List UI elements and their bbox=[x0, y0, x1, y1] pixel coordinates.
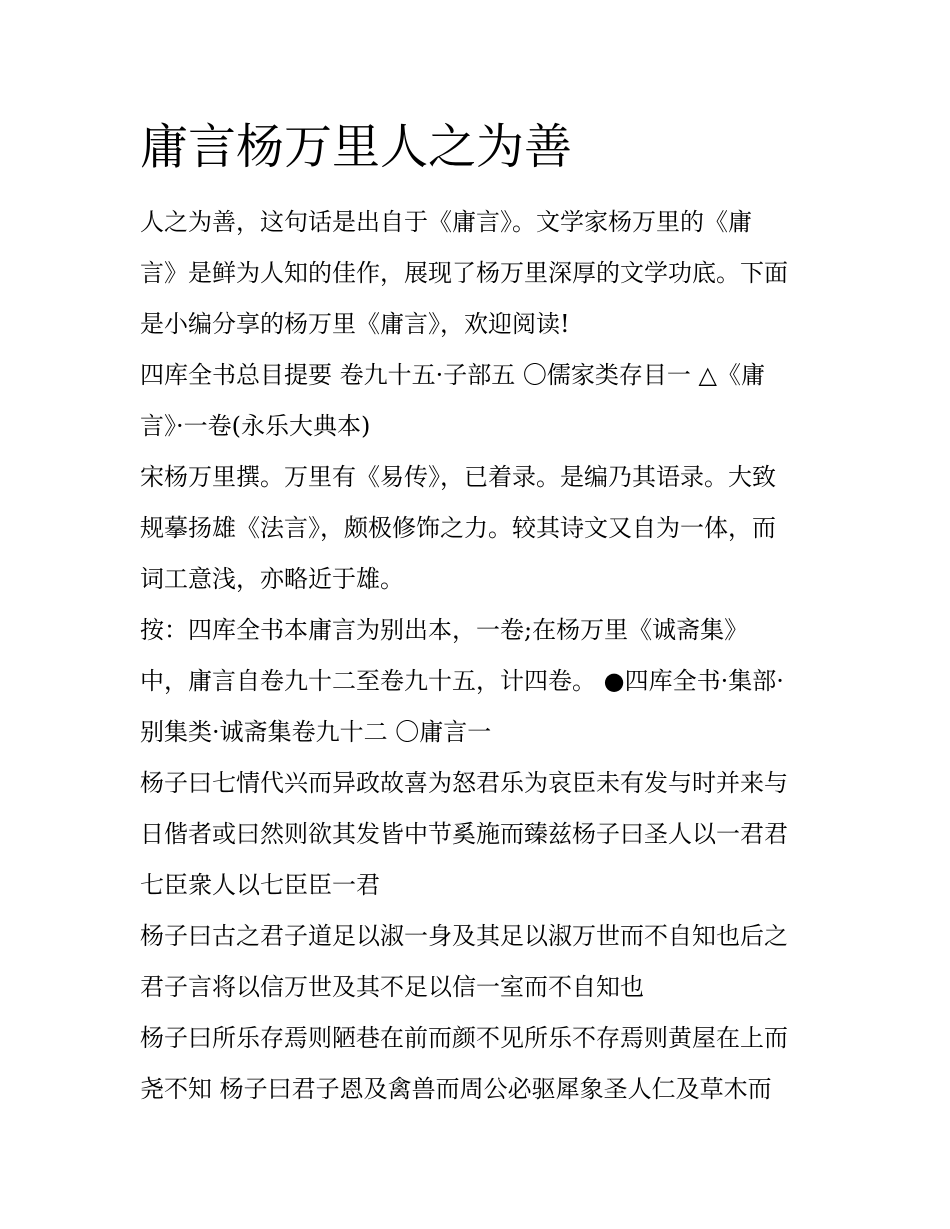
body-line: 宋杨万里撰。万里有《易传》，已着录。是编乃其语录。大致 bbox=[140, 463, 776, 491]
body-line: 词工意浅，亦略近于雄。 bbox=[140, 565, 404, 593]
body-line: 杨子曰古之君子道足以淑一身及其足以淑万世而不自知也后之 bbox=[140, 922, 788, 950]
body-line: 七臣衆人以七臣臣一君 bbox=[140, 871, 380, 899]
body-line: 言》·一卷(永乐大典本) bbox=[140, 412, 371, 440]
body-line: 杨子曰所乐存焉则陋巷在前而颜不见所乐不存焉则黄屋在上而 bbox=[140, 1024, 788, 1052]
body-line: 规摹扬雄《法言》，颇极修饰之力。较其诗文又自为一体，而 bbox=[140, 514, 776, 542]
body-line: 别集类·诚斋集卷九十二 〇庸言一 bbox=[140, 718, 492, 746]
body-line: 尧不知 杨子曰君子恩及禽兽而周公必驱犀象圣人仁及草木而 bbox=[140, 1075, 772, 1103]
document-body bbox=[140, 197, 840, 1115]
body-line: 人之为善，这句话是出自于《庸言》。文学家杨万里的《庸 bbox=[140, 208, 752, 236]
body-line: 言》是鲜为人知的佳作，展现了杨万里深厚的文学功底。下面 bbox=[140, 259, 788, 287]
body-line: 君子言将以信万世及其不足以信一室而不自知也 bbox=[140, 973, 644, 1001]
document-title: 庸言杨万里人之为善 bbox=[140, 119, 573, 175]
body-line: 按：四库全书本庸言为别出本，一卷;在杨万里《诚斋集》 bbox=[140, 616, 749, 644]
body-line: 日偕者或曰然则欲其发皆中节奚施而臻兹杨子曰圣人以一君君 bbox=[140, 820, 788, 848]
body-line: 中，庸言自卷九十二至卷九十五，计四卷。 ●四库全书·集部· bbox=[140, 667, 784, 695]
body-line: 是小编分享的杨万里《庸言》，欢迎阅读! bbox=[140, 310, 570, 338]
body-line: 杨子曰七情代兴而异政故喜为怒君乐为哀臣未有发与时并来与 bbox=[140, 769, 788, 797]
body-line: 四库全书总目提要 卷九十五·子部五 〇儒家类存目一 △《庸 bbox=[140, 361, 765, 389]
